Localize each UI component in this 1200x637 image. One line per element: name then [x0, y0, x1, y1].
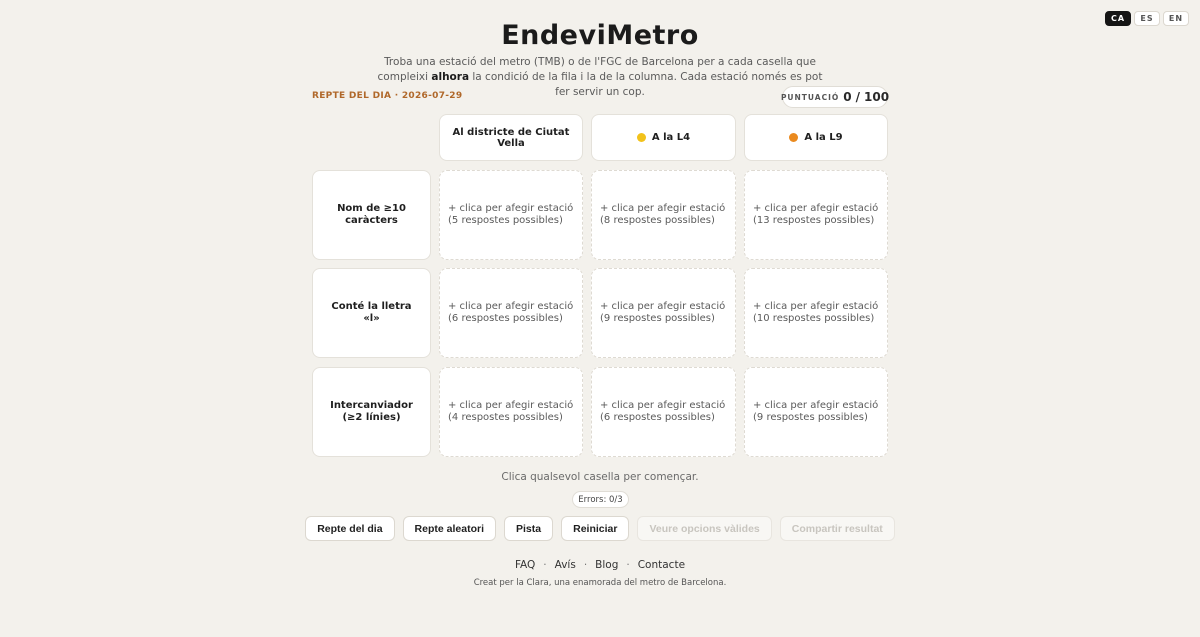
score-label: PUNTUACIÓ [780, 92, 840, 102]
column-header-1 [439, 114, 583, 161]
column-header-3 [744, 114, 888, 161]
footer-separator: · [543, 559, 547, 571]
grid-cell-r1-c2[interactable] [591, 170, 736, 260]
cell-prompt: + clica per afegir estació (4 respostes possibles) [448, 399, 574, 423]
footer-link-blog[interactable]: Blog [595, 559, 619, 571]
row-header-label: Intercanviador (≥2 línies) [330, 400, 413, 423]
show-valid-options-button[interactable]: Veure opcions vàlides [637, 516, 771, 541]
reset-button[interactable]: Reiniciar [561, 516, 629, 541]
cell-prompt: + clica per afegir estació (9 respostes possibles) [600, 300, 726, 324]
column-header-label: Al districte de Ciutat Vella [452, 126, 570, 149]
line-l4-dot-icon [637, 133, 646, 142]
grid-cell-r2-c1[interactable] [439, 268, 583, 358]
line-l9-dot-icon [789, 133, 798, 142]
column-header-2 [591, 114, 736, 161]
lang-button-ca[interactable]: CA [1105, 11, 1131, 26]
start-hint: Clica qualsevol casella per començar. [501, 471, 699, 483]
cell-prompt: + clica per afegir estació (10 respostes possibles) [753, 300, 879, 324]
grid-cell-r3-c3[interactable] [744, 367, 888, 457]
row-header-2 [312, 268, 431, 358]
score-max: 100 [864, 90, 890, 104]
column-header-label: A la L9 [804, 132, 843, 143]
score-value: 0 [843, 90, 852, 104]
cell-prompt: + clica per afegir estació (5 respostes possibles) [448, 202, 574, 226]
footer-link-contact[interactable]: Contacte [637, 559, 686, 571]
random-challenge-button[interactable]: Repte aleatori [403, 516, 496, 541]
instructions-emphasis: alhora [431, 71, 470, 83]
score-display [782, 86, 888, 108]
cell-prompt: + clica per afegir estació (6 respostes possibles) [448, 300, 574, 324]
grid-cell-r1-c1[interactable] [439, 170, 583, 260]
lang-button-es[interactable]: ES [1134, 11, 1160, 26]
grid-cell-r1-c3[interactable] [744, 170, 888, 260]
footer-links [0, 559, 1200, 571]
instructions-part-2: la condició de la fila i la de la columna. Cada estació només es pot fer servir un cop. [469, 71, 823, 98]
lang-button-en[interactable]: EN [1163, 11, 1189, 26]
grid-cell-r2-c2[interactable] [591, 268, 736, 358]
footer-credit: Creat per la Clara, una enamorada del metro de Barcelona. [473, 578, 727, 588]
hint-button[interactable]: Pista [504, 516, 553, 541]
cell-prompt: + clica per afegir estació (8 respostes possibles) [600, 202, 726, 226]
cell-prompt: + clica per afegir estació (9 respostes possibles) [753, 399, 879, 423]
row-header-label: Nom de ≥10 caràcters [337, 203, 406, 226]
row-header-3 [312, 367, 431, 457]
row-header-label: Conté la lletra «l» [331, 301, 412, 324]
share-result-button[interactable]: Compartir resultat [780, 516, 895, 541]
cell-prompt: + clica per afegir estació (13 respostes possibles) [753, 202, 879, 226]
column-header-label: A la L4 [651, 132, 691, 143]
footer-link-faq[interactable]: FAQ [514, 559, 536, 571]
action-buttons [0, 516, 1200, 541]
daily-challenge-label: REPTE DEL DIA · 2026-07-29 [312, 91, 463, 101]
daily-challenge-button[interactable]: Repte del dia [305, 516, 394, 541]
footer-separator: · [583, 559, 588, 571]
grid-cell-r3-c2[interactable] [591, 367, 736, 457]
page-title: EndeviMetro [501, 20, 699, 51]
grid-cell-r2-c3[interactable] [744, 268, 888, 358]
footer-link-notice[interactable]: Avís [554, 559, 576, 571]
row-header-1 [312, 170, 431, 260]
score-separator: / [855, 90, 861, 104]
grid-cell-r3-c1[interactable] [439, 367, 583, 457]
footer-separator: · [626, 559, 630, 571]
cell-prompt: + clica per afegir estació (6 respostes possibles) [600, 399, 726, 423]
instructions-part-1: Troba una estació del metro (TMB) o de l'FGC de Barcelona per a cada casella que compleixi [377, 56, 816, 83]
errors-counter: Errors: 0/3 [572, 491, 629, 508]
